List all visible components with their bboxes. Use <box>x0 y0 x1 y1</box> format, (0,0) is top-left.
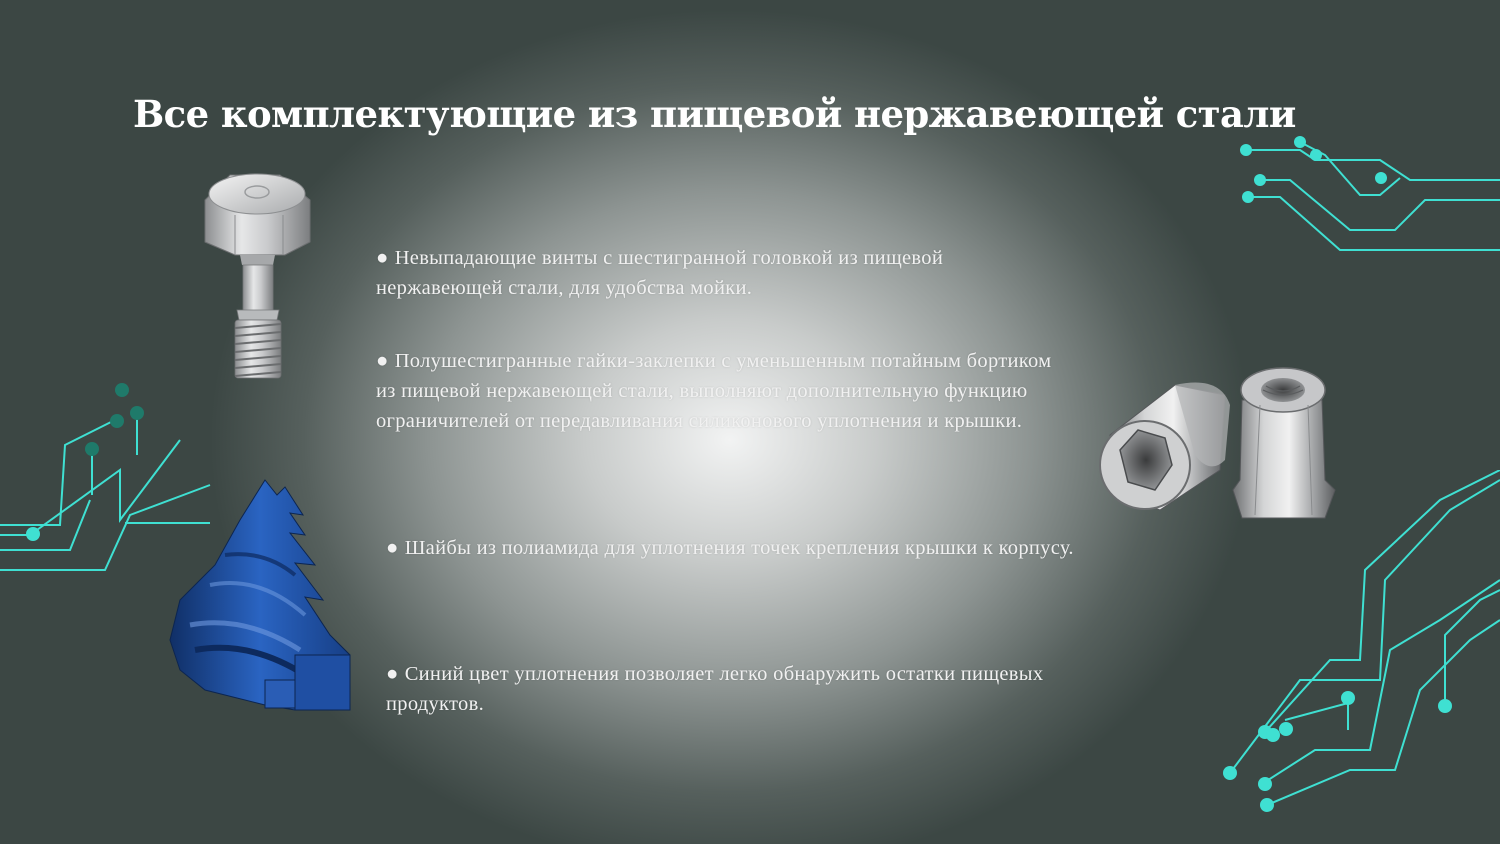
bullet-captive-screws <box>376 243 1016 303</box>
bullet-text: Синий цвет уплотнения позволяет легко обнаружить остатки пищевых продуктов. <box>386 663 1044 715</box>
bullet-text: Полушестигранные гайки-заклепки с уменьшенным потайным бортиком из пищевой нержавеющей стали, выполняют дополнительную функцию ограничителей от передавливания силиконового уплотнения и крышки. <box>376 350 1052 432</box>
bullet-text: Невыпадающие винты с шестигранной головкой из пищевой нержавеющей стали, для удобства мойки. <box>376 247 944 299</box>
rivet-nuts-image <box>1090 360 1340 525</box>
bullet-marker: ● <box>376 247 389 269</box>
bullet-marker: ● <box>376 350 389 372</box>
bullet-marker: ● <box>386 537 399 559</box>
hex-screw-image <box>195 170 320 385</box>
bullet-washers <box>386 533 1076 563</box>
bullet-marker: ● <box>386 663 399 685</box>
circuit-decoration-bottom-right <box>1220 470 1500 844</box>
bullet-text: Шайбы из полиамида для уплотнения точек крепления крышки к корпусу. <box>404 537 1074 559</box>
slide-title: Все комплектующие из пищевой нержавеющей стали <box>133 92 1296 136</box>
bullet-blue-seal <box>386 659 1076 719</box>
bullet-rivet-nuts <box>376 346 1066 436</box>
circuit-decoration-top-right <box>1230 130 1500 260</box>
blue-seal-image <box>165 475 355 720</box>
